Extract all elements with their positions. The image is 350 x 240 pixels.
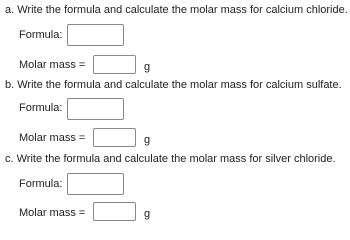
question-c-formula-label: Formula: — [19, 178, 63, 190]
question-a-formula-label: Formula: — [19, 29, 63, 41]
question-c-prompt: c. Write the formula and calculate the molar mass for silver chloride. — [5, 153, 336, 165]
question-a-molar-mass-label: Molar mass = — [19, 59, 86, 71]
question-b-molar-mass-input[interactable] — [93, 128, 136, 147]
question-b-molar-mass-label: Molar mass = — [19, 132, 86, 144]
question-c-molar-mass-input[interactable] — [93, 202, 136, 221]
question-a-molar-mass-input[interactable] — [93, 55, 136, 74]
question-b-formula-input[interactable] — [67, 98, 124, 120]
question-c-formula-input[interactable] — [67, 173, 124, 195]
question-b-unit: g — [144, 134, 151, 146]
question-a-unit: g — [144, 61, 151, 73]
question-b-formula-label: Formula: — [19, 102, 63, 114]
question-a-prompt: a. Write the formula and calculate the molar mass for calcium chloride. — [5, 4, 348, 16]
question-b-prompt: b. Write the formula and calculate the molar mass for calcium sulfate. — [5, 79, 342, 91]
question-c-molar-mass-label: Molar mass = — [19, 207, 86, 219]
question-c-unit: g — [144, 208, 151, 220]
question-a-formula-input[interactable] — [67, 24, 124, 46]
